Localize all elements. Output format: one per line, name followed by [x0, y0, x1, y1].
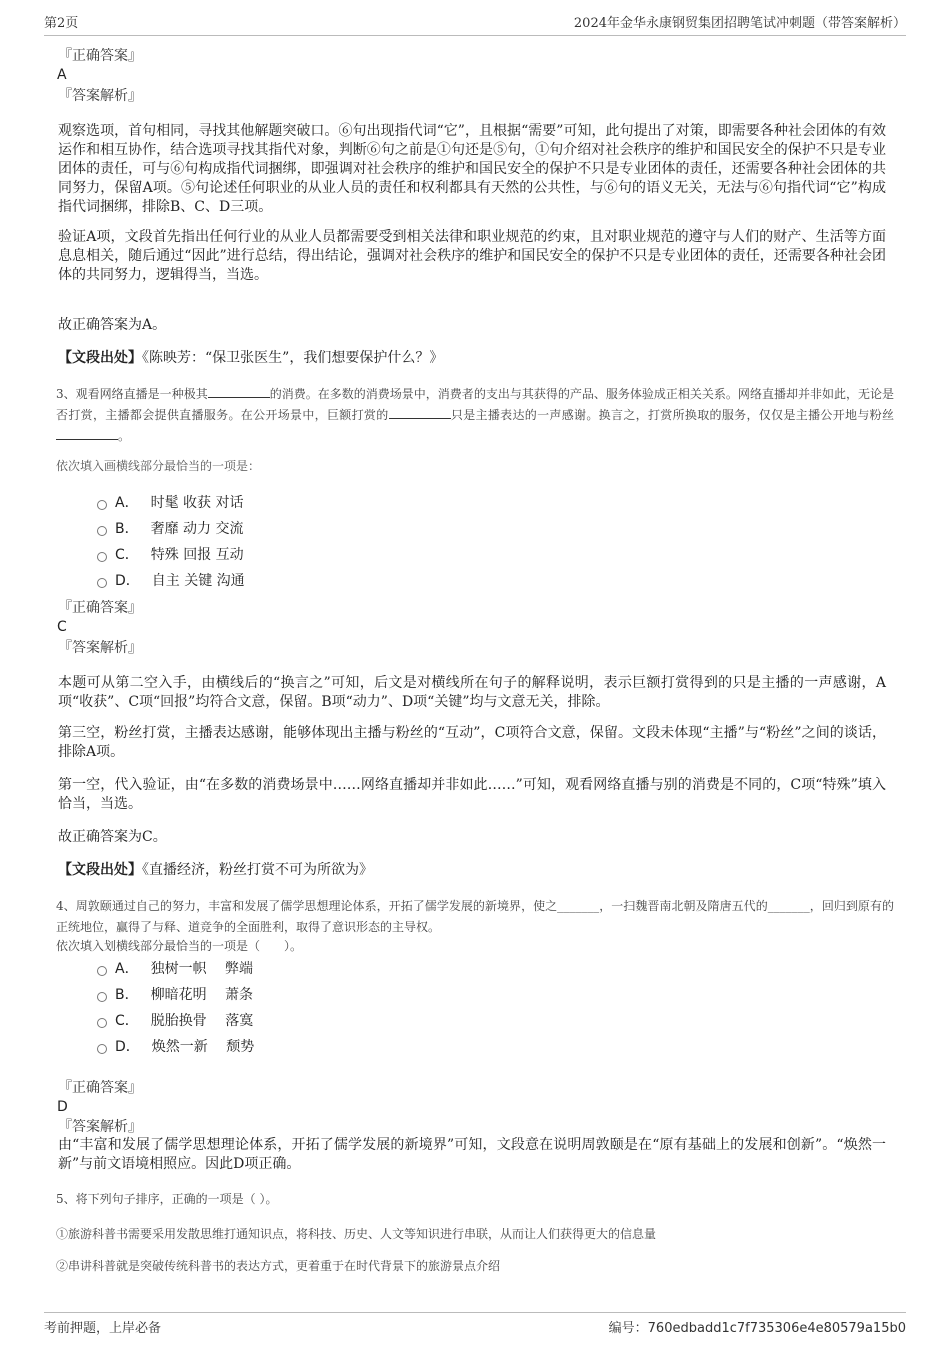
q3-option-d[interactable]: D． 自主 关键 沟通 — [97, 570, 245, 592]
page-header — [44, 12, 906, 36]
radio-icon[interactable] — [97, 1018, 107, 1028]
q3-analysis-p4: 故正确答案为C。 — [58, 829, 167, 845]
q4-prompt: 依次填入划横线部分最恰当的一项是（ ）。 — [56, 939, 303, 953]
q4-stem: 4、周敦颐通过自己的努力，丰富和发展了儒学思想理论体系，开拓了儒学发展的新境界，使之_______，一扫魏晋南北朝及隋唐五代的_______，回归到原有的正统地位，赢得了与释、道竞争的全面胜利，取得了意识形态的主导权。 — [56, 899, 894, 934]
code-label: 编号： — [608, 1321, 648, 1336]
q4-option-a[interactable]: A． 独树一帜 弊端 — [97, 958, 253, 980]
q2-answer: A — [57, 67, 67, 83]
analysis-label: 『答案解析』 — [58, 88, 142, 104]
analysis-label: 『答案解析』 — [58, 640, 142, 656]
q3-blank-1 — [208, 385, 270, 398]
q5-sentence-1: ①旅游科普书需要采用发散思维打通知识点，将科技、历史、人文等知识进行串联，从而让人们获得更大的信息量 — [56, 1227, 657, 1241]
source-tag: 【文段出处】 — [58, 350, 142, 366]
q4-option-c[interactable]: C． 脱胎换骨 落寞 — [97, 1010, 253, 1032]
q3-answer: C — [57, 619, 67, 635]
page-number: 第2页 — [44, 16, 79, 31]
q3-stem — [56, 384, 894, 447]
q4-answer: D — [57, 1099, 68, 1115]
q3-stem-part2: 的消费。在多数的消费场景中，消费者的支出与其获得的产品、服务体验成正相关关系。网络直播却并非如此，无论是否打赏，主播都会提供直播服务。在公开场景中，巨额打赏的 — [56, 387, 894, 422]
q4-option-b[interactable]: B． 柳暗花明 萧条 — [97, 984, 253, 1006]
q3-analysis-p2: 第三空，粉丝打赏，主播表达感谢，能够体现出主播与粉丝的“互动”，C项符合文意，保留。文段未体现“主播”与“粉丝”之间的谈话，排除A项。 — [58, 725, 886, 760]
q3-blank-2 — [389, 406, 451, 419]
q3-stem-part3: 只是主播表达的一声感谢。换言之，打赏所换取的服务，仅仅是主播公开地与粉丝 — [450, 408, 894, 422]
q3-stem-part4: 。 — [118, 429, 131, 443]
radio-icon[interactable] — [97, 966, 107, 976]
analysis-label: 『答案解析』 — [58, 1119, 142, 1135]
q3-option-c[interactable]: C． 特殊 回报 互动 — [97, 544, 244, 566]
source-tag: 【文段出处】 — [58, 862, 142, 878]
q4-analysis: 由“丰富和发展了儒学思想理论体系，开拓了儒学发展的新境界”可知，文段意在说明周敦颐是在“原有基础上的发展和创新”。“焕然一新”与前文语境相照应。因此D项正确。 — [58, 1137, 886, 1172]
answer-label: 『正确答案』 — [58, 1080, 142, 1096]
q2-analysis-p2: 验证A项，文段首先指出任何行业的从业人员都需要受到相关法律和职业规范的约束，且对职业规范的遵守与人们的财产、生活等方面息息相关，随后通过“因此”进行总结，得出结论，强调对社会秩序的维护和国民安全的保护不只是专业团体的责任，还需要各种社会团体的共同努力，逻辑得当，当选。 — [58, 229, 886, 283]
q2-source-title: 《陈映芳：“保卫张医生”，我们想要保护什么？》 — [142, 350, 444, 366]
q3-prompt: 依次填入画横线部分最恰当的一项是： — [56, 459, 261, 473]
q3-analysis-p1: 本题可从第二空入手，由横线后的“换言之”可知，后文是对横线所在句子的解释说明，表示巨额打赏得到的只是主播的一声感谢，A项“收获”、C项“回报”均符合文意，保留。B项“动力”、D项“关键”均与文意无关，排除。 — [58, 675, 886, 710]
q3-source — [58, 860, 373, 880]
radio-icon[interactable] — [97, 1044, 107, 1054]
q2-source — [58, 348, 443, 368]
radio-icon[interactable] — [97, 992, 107, 1002]
q3-blank-3 — [56, 427, 118, 440]
q2-analysis-p1: 观察选项，首句相同，寻找其他解题突破口。⑥句出现指代词“它”，且根据“需要”可知，此句提出了对策，即需要各种社会团体的有效运作和相互协作，结合选项寻找其指代对象，判断⑥句之前是①句还是⑤句，①句介绍对社会秩序的维护和国民安全的保护不只是专业团体的责任，可与⑥句构成指代词捆绑，即强调对社会秩序的维护和国民安全的保护不只是专业团体的责任，还需要各种社会团体的共同努力，保留A项。⑤句论述任何职业的从业人员的责任和权利都具有天然的公共性，与⑥句的语义无关，无法与⑥句指代词“它”构成指代词捆绑，排除B、C、D三项。 — [58, 123, 886, 215]
q3-option-a[interactable]: A． 时髦 收获 对话 — [97, 492, 243, 514]
radio-icon[interactable] — [97, 526, 107, 536]
q3-source-title: 《直播经济，粉丝打赏不可为所欲为》 — [142, 862, 373, 878]
q3-stem-part1: 3、观看网络直播是一种极其 — [56, 387, 208, 401]
radio-icon[interactable] — [97, 500, 107, 510]
radio-icon[interactable] — [97, 578, 107, 588]
q5-sentence-2: ②串讲科普就是突破传统科普书的表达方式，更着重于在时代背景下的旅游景点介绍 — [56, 1259, 501, 1273]
document-title: 2024年金华永康钢贸集团招聘笔试冲刺题（带答案解析） — [573, 16, 906, 31]
answer-label: 『正确答案』 — [58, 600, 142, 616]
q3-analysis-p3: 第一空，代入验证，由“在多数的消费场景中……网络直播却并非如此……”可知，观看网络直播与别的消费是不同的，C项“特殊”填入恰当，当选。 — [58, 777, 886, 812]
q5-stem: 5、将下列句子排序，正确的一项是（ ）。 — [56, 1192, 278, 1206]
q4-option-d[interactable]: D． 焕然一新 颓势 — [97, 1036, 254, 1058]
document-code — [609, 1317, 906, 1336]
q3-option-b[interactable]: B． 奢靡 动力 交流 — [97, 518, 244, 540]
footer-slogan: 考前押题，上岸必备 — [44, 1321, 162, 1336]
code-value: 760edbadd1c7f735306e4e80579a15b0 — [647, 1321, 906, 1336]
q2-analysis-p3: 故正确答案为A。 — [58, 317, 167, 333]
radio-icon[interactable] — [97, 552, 107, 562]
page-footer — [44, 1312, 906, 1336]
answer-label: 『正确答案』 — [58, 48, 142, 64]
